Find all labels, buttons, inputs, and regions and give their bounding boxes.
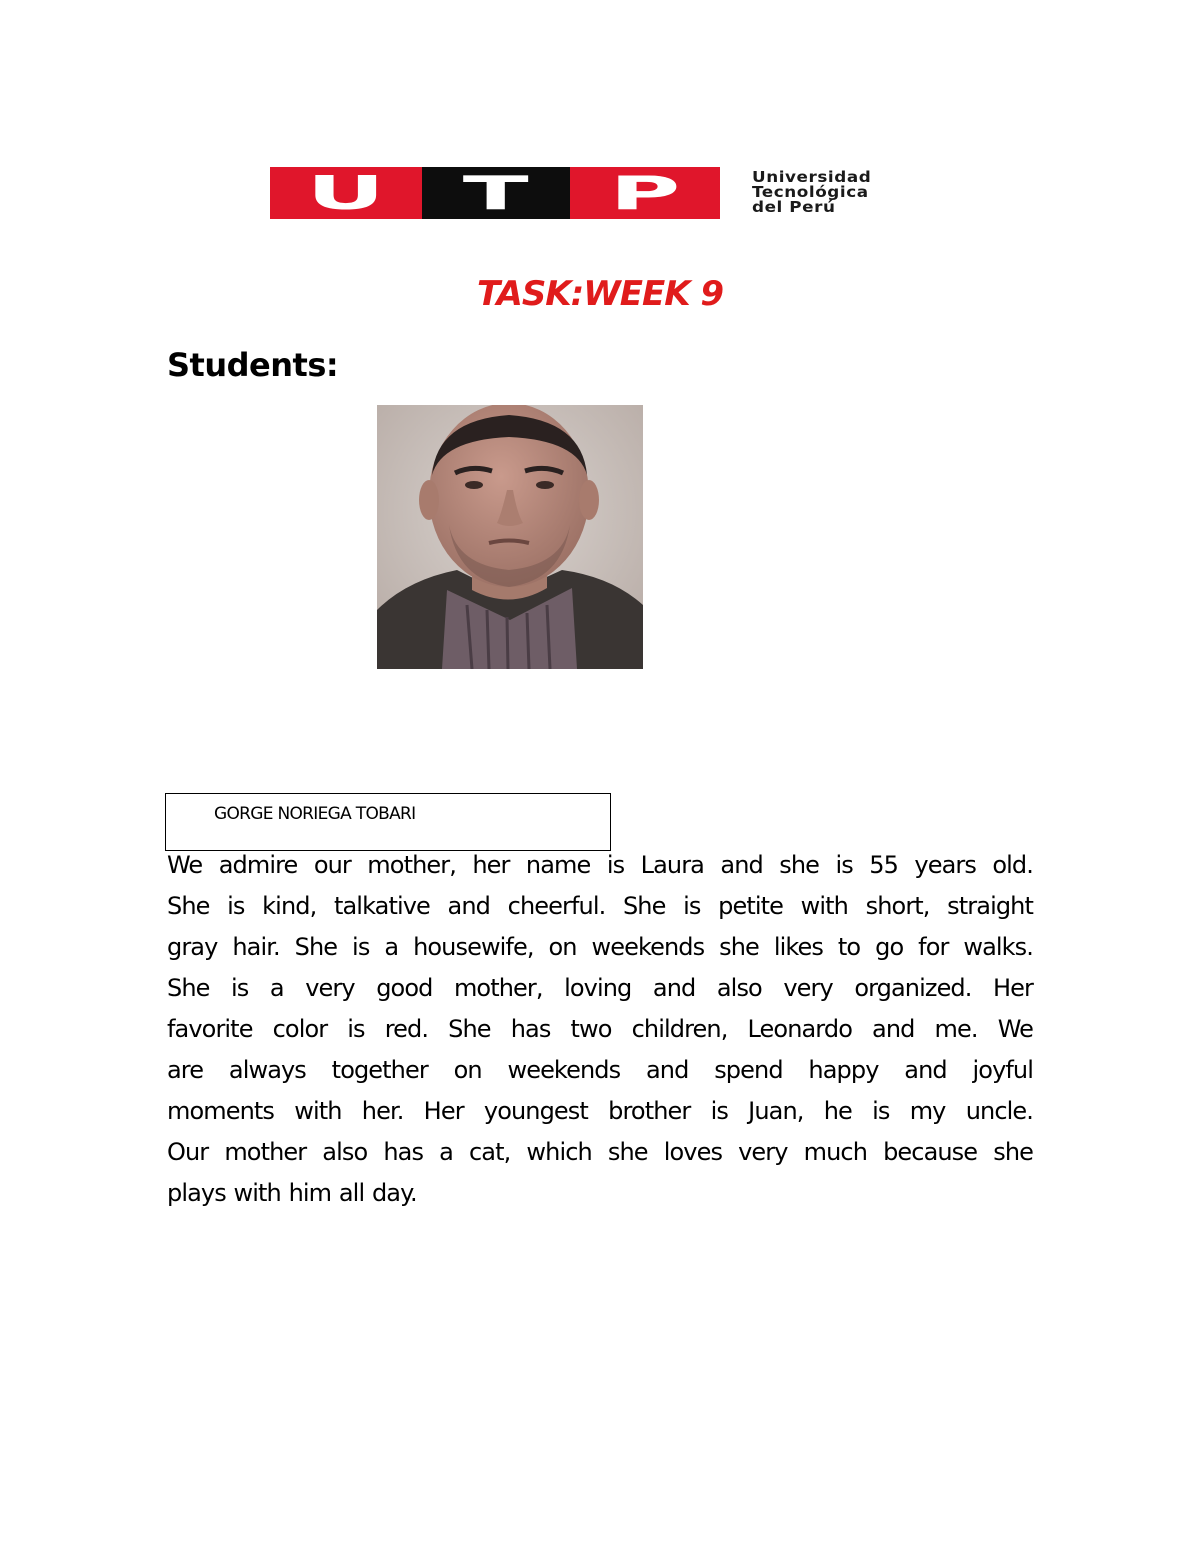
task-title: TASK:WEEK 9	[476, 274, 724, 314]
logo-name-line-2: Tecnológica	[752, 183, 869, 201]
students-heading: Students:	[167, 346, 339, 384]
paragraph-line: She is kind, talkative and cheerful. She is petite with short, straight	[167, 892, 1033, 920]
student-photo	[377, 405, 643, 669]
logo-letter-u: U	[306, 167, 386, 219]
logo-name-line-1: Universidad	[752, 168, 872, 186]
paragraph-line: We admire our mother, her name is Laura and she is 55 years old.	[167, 851, 1033, 879]
student-name: GORGE NORIEGA TOBARI	[214, 804, 416, 824]
utp-logo	[270, 167, 960, 219]
paragraph-line: moments with her. Her youngest brother is Juan, he is my uncle.	[167, 1097, 1033, 1125]
logo-university-name	[752, 170, 998, 215]
logo-letter-p: P	[609, 167, 681, 219]
student-name-box	[165, 793, 611, 851]
paragraph-line: She is a very good mother, loving and also very organized. Her	[167, 974, 1033, 1002]
logo-letter-t: T	[463, 167, 529, 219]
paragraph-line: Our mother also has a cat, which she loves very much because she	[167, 1138, 1033, 1166]
logo-cell-p	[570, 167, 720, 219]
paragraph-line: gray hair. She is a housewife, on weekends she likes to go for walks.	[167, 933, 1033, 961]
description-paragraph	[167, 845, 1033, 1214]
logo-cell-u	[270, 167, 422, 219]
logo-cell-t	[422, 167, 570, 219]
student-portrait-icon	[377, 405, 643, 669]
paragraph-line: are always together on weekends and spend happy and joyful	[167, 1056, 1033, 1084]
utp-logo-bar	[270, 167, 720, 219]
logo-name-line-3: del Perú	[752, 198, 836, 216]
paragraph-line: favorite color is red. She has two children, Leonardo and me. We	[167, 1015, 1033, 1043]
paragraph-line: plays with him all day.	[167, 1179, 417, 1207]
